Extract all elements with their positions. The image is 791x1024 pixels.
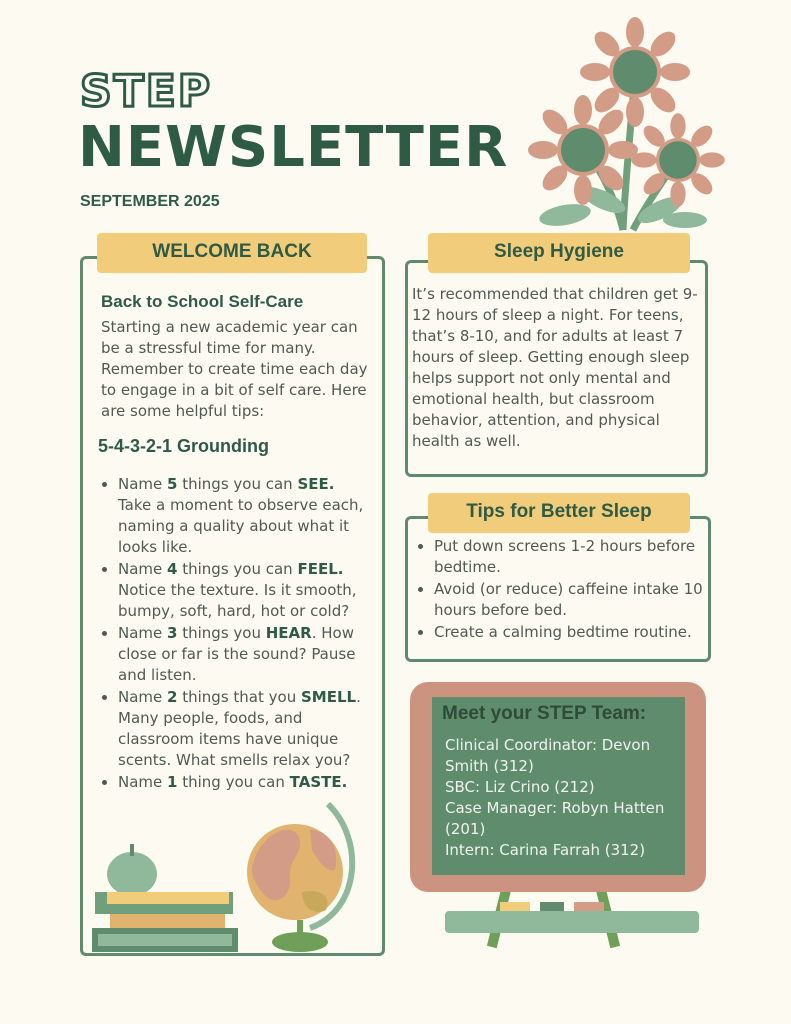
- team-list: [445, 735, 681, 861]
- sleep-hygiene-text: It’s recommended that children get 9-12 hours of sleep a night. For teens, that’s 8-10, and for adults at least 7 hours of sleep. Getting enough sleep helps support not only mental and emotional health, but classroom behavior, attention, and physical health as well.: [412, 285, 698, 450]
- chalk-yellow: [500, 902, 530, 911]
- team-member: Intern: Carina Farrah (312): [445, 841, 646, 859]
- list-item: • Create a calming bedtime routine.: [434, 622, 708, 643]
- list-item: • Name 1 thing you can TASTE.: [118, 772, 372, 793]
- title-step: STEP: [80, 66, 213, 117]
- books-icon: [92, 842, 242, 954]
- team-title: Meet your STEP Team:: [442, 703, 647, 724]
- sleep-tips-tab: Tips for Better Sleep: [428, 493, 690, 533]
- selfcare-title: Back to School Self-Care: [101, 292, 304, 311]
- grounding-title: 5-4-3-2-1 Grounding: [98, 436, 270, 456]
- sleep-tips-list: [416, 536, 708, 644]
- title-newsletter: NEWSLETTER: [78, 115, 509, 180]
- list-item: • Name 4 things you can FEEL. Notice the texture. Is it smooth, bumpy, soft, hard, hot or cold?: [118, 559, 372, 622]
- globe-icon: [240, 800, 370, 956]
- list-item: • Name 2 things that you SMELL. Many people, foods, and classroom items have unique scents. What smells relax you?: [118, 687, 372, 771]
- chalk-tray: [445, 911, 699, 933]
- team-member: Clinical Coordinator: Devon Smith (312): [445, 736, 651, 775]
- list-item: • Avoid (or reduce) caffeine intake 10 hours before bed.: [434, 579, 708, 621]
- newsletter-date: SEPTEMBER 2025: [80, 193, 220, 210]
- list-item: • Put down screens 1-2 hours before bedtime.: [434, 536, 708, 578]
- apple-icon: [107, 844, 157, 896]
- team-member: SBC: Liz Crino (212): [445, 778, 595, 796]
- list-item: • Name 3 things you HEAR. How close or far is the sound? Pause and listen.: [118, 623, 372, 686]
- grounding-list: [100, 474, 372, 794]
- list-item: • Name 5 things you can SEE. Take a moment to observe each, naming a quality about what it looks like.: [118, 474, 372, 558]
- sunflower-icon: [525, 15, 725, 235]
- team-member: Case Manager: Robyn Hatten (201): [445, 799, 665, 838]
- sleep-hygiene-tab: Sleep Hygiene: [428, 233, 690, 273]
- selfcare-text: Starting a new academic year can be a stressful time for many. Remember to create time each day to engage in a bit of self care. Here are some helpful tips:: [101, 318, 368, 420]
- chalk-green: [540, 902, 564, 911]
- chalk-pink: [574, 902, 604, 911]
- welcome-tab: WELCOME BACK: [97, 233, 367, 273]
